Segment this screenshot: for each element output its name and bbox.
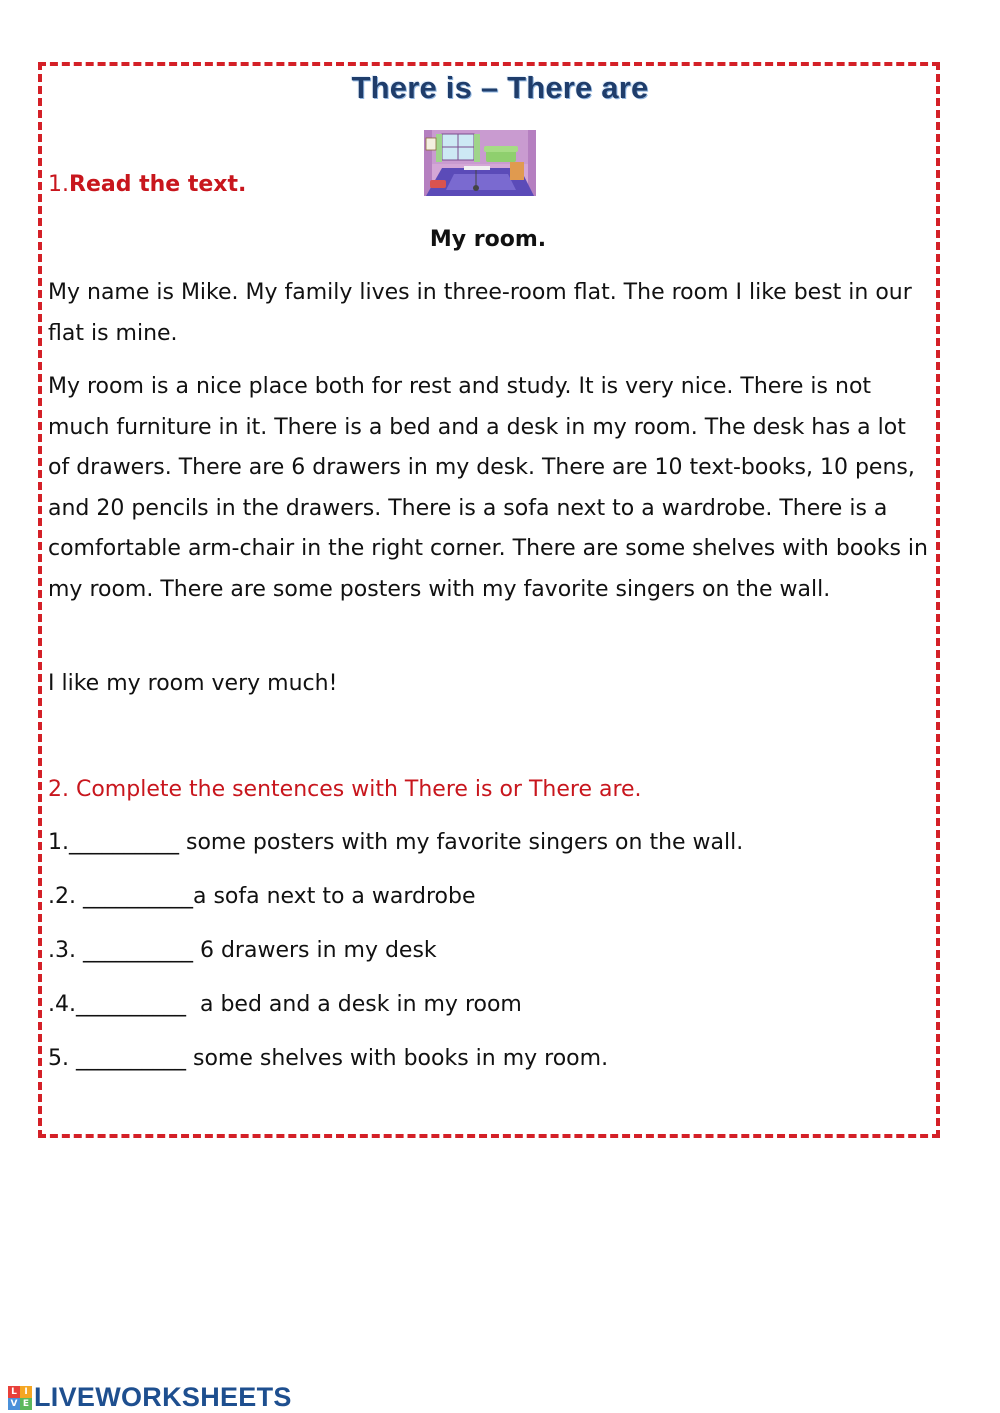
story-paragraph-3: I like my room very much! <box>48 671 338 696</box>
liveworksheets-logo[interactable] <box>8 1382 292 1413</box>
task1-label: Read the text. <box>69 172 247 197</box>
logo-text: LIVEWORKSHEETS <box>34 1382 292 1412</box>
exercise-sentence-5[interactable]: 5. __________ some shelves with books in my room. <box>48 1046 609 1071</box>
exercise-sentence-1[interactable]: 1.__________ some posters with my favorite singers on the wall. <box>48 830 744 855</box>
logo-letter-l: L <box>8 1386 20 1398</box>
task1-heading <box>48 172 246 197</box>
story-paragraph-1: My name is Mike. My family lives in three-room flat. The room I like best in our flat is mine. <box>48 280 912 346</box>
room-illustration <box>424 130 536 196</box>
logo-icon <box>8 1386 32 1410</box>
logo-letter-i: I <box>20 1386 32 1398</box>
task1-number: 1. <box>48 172 69 197</box>
story-title: My room. <box>429 227 547 252</box>
task2-heading: 2. Complete the sentences with There is or There are. <box>48 777 642 802</box>
logo-letter-e: E <box>20 1398 32 1410</box>
exercise-sentence-3[interactable]: .3. __________ 6 drawers in my desk <box>48 938 437 963</box>
exercise-sentence-4[interactable]: .4.__________ a bed and a desk in my room <box>48 992 522 1017</box>
worksheet-title: There is – There are <box>351 70 649 105</box>
exercise-sentence-2[interactable]: .2. __________a sofa next to a wardrobe <box>48 884 476 909</box>
logo-letter-v: V <box>8 1398 20 1410</box>
story-paragraph-2: My room is a nice place both for rest and study. It is very nice. There is not much furniture in it. There is a bed and a desk in my room. The desk has a lot of drawers. There are 6 drawers in my desk. There are 10 text-books, 10 pens, and 20 pencils in the drawers. There is a sofa next to a wardrobe. There is a comfortable arm-chair in the right corner. There are some shelves with books in my room. There are some posters with my favorite singers on the wall. <box>48 374 928 602</box>
